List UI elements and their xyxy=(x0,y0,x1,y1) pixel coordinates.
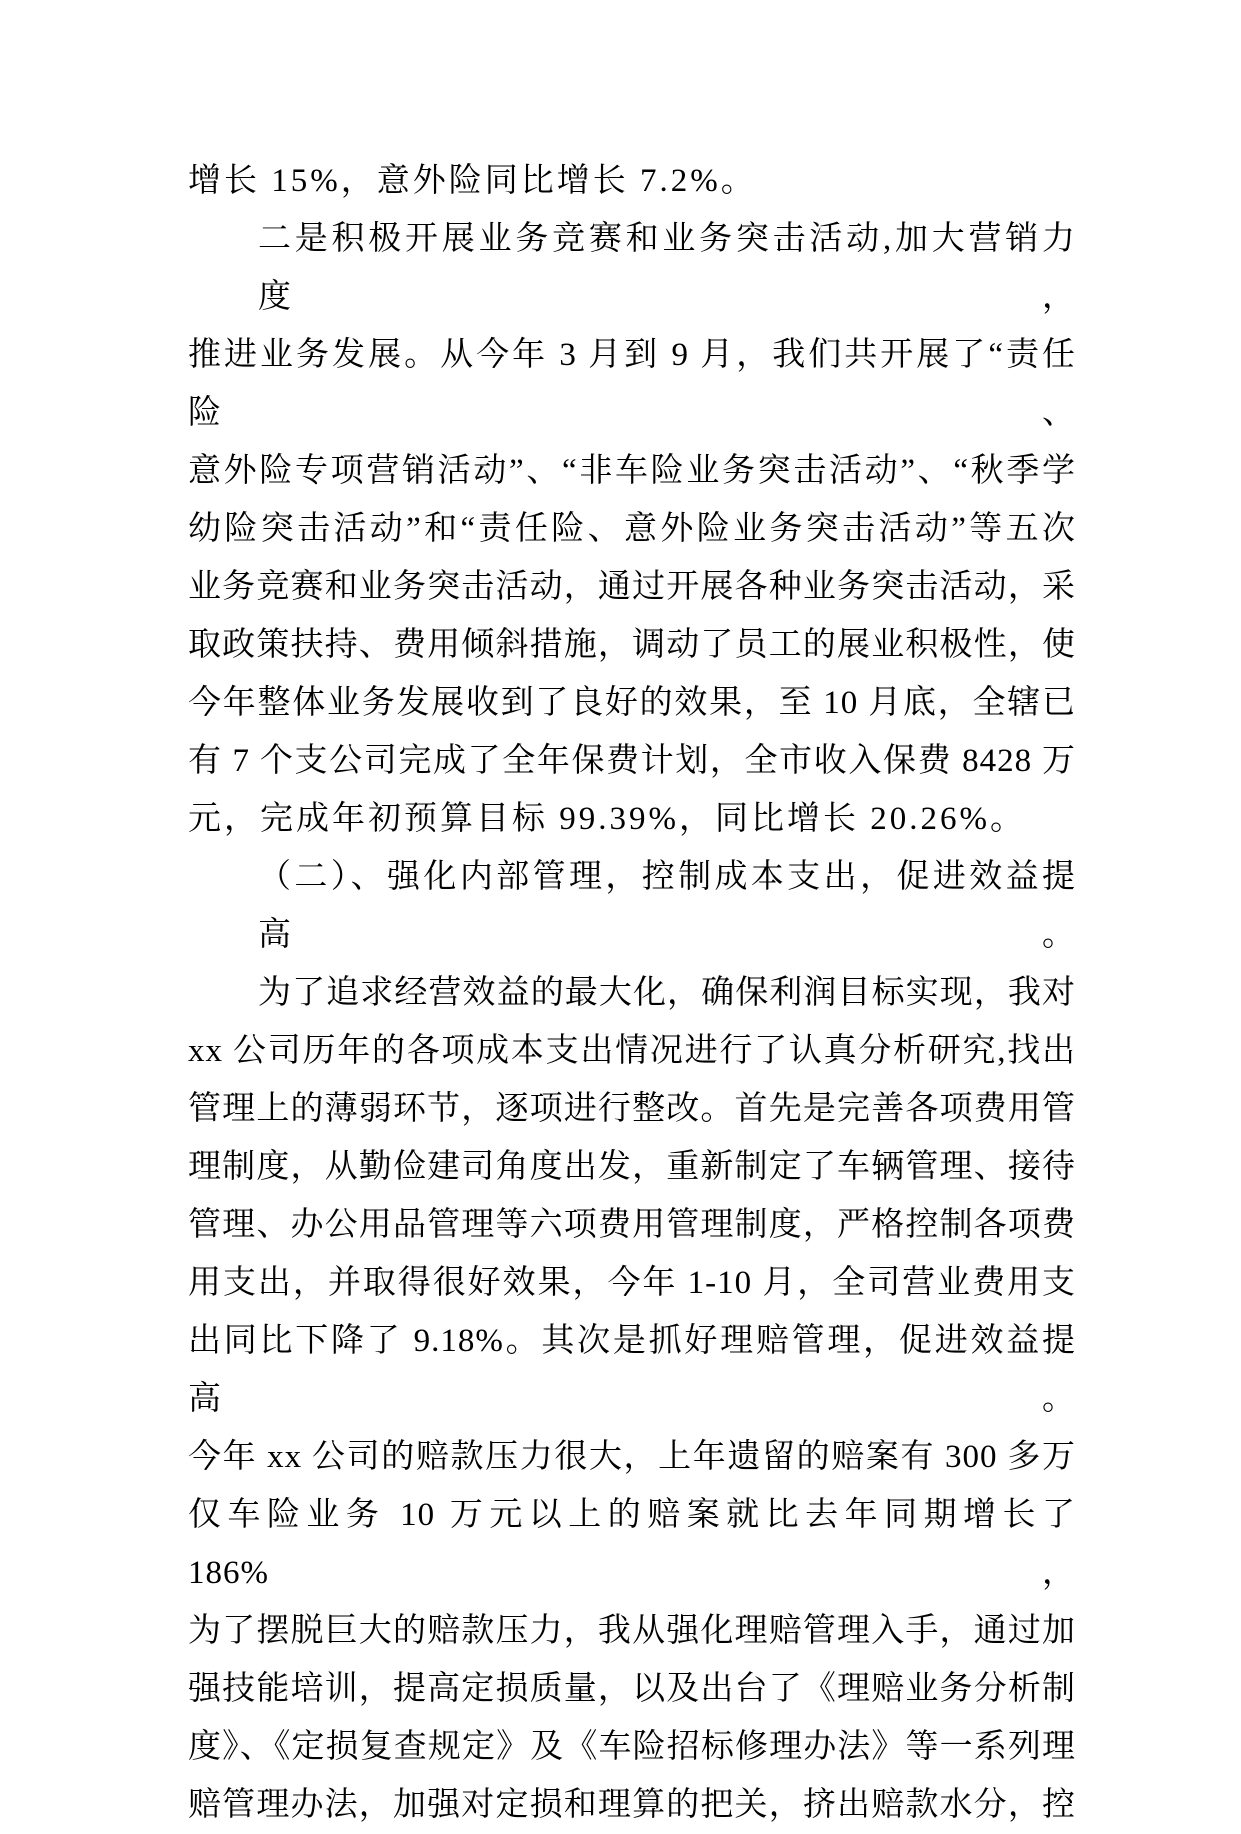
text-line: 元，完成年初预算目标 99.39%，同比增长 20.26%。 xyxy=(188,801,1026,837)
text-line: 业务竞赛和业务突击活动，通过开展各种业务突击活动，采 xyxy=(188,569,1076,605)
text-line: 理制度，从勤俭建司角度出发，重新制定了车辆管理、接待 xyxy=(188,1149,1076,1185)
text-line: 为了摆脱巨大的赔款压力，我从强化理赔管理入手，通过加 xyxy=(188,1613,1076,1649)
text-line: 幼险突击活动”和“责任险、意外险业务突击活动”等五次 xyxy=(188,511,1076,547)
text-line: 今年 xx 公司的赔款压力很大，上年遗留的赔案有 300 多万 xyxy=(188,1439,1076,1475)
text-line: 今年整体业务发展收到了良好的效果，至 10 月底，全辖已 xyxy=(188,685,1076,721)
text-line: 为了追求经营效益的最大化，确保利润目标实现，我对 xyxy=(258,975,1076,1011)
text-line: （二）、强化内部管理，控制成本支出，促进效益提高。 xyxy=(258,859,1076,953)
text-line: 推进业务发展。从今年 3 月到 9 月，我们共开展了“责任险、 xyxy=(188,337,1076,431)
text-line: 强技能培训，提高定损质量，以及出台了《理赔业务分析制 xyxy=(188,1671,1076,1707)
text-line: 用支出，并取得很好效果，今年 1-10 月，全司营业费用支 xyxy=(188,1265,1076,1301)
text-line: 管理上的薄弱环节，逐项进行整改。首先是完善各项费用管 xyxy=(188,1091,1076,1127)
text-line: 增长 15%，意外险同比增长 7.2%。 xyxy=(188,163,757,199)
text-line: 管理、办公用品管理等六项费用管理制度，严格控制各项费 xyxy=(188,1207,1076,1243)
text-line: 出同比下降了 9.18%。其次是抓好理赔管理，促进效益提高。 xyxy=(188,1323,1076,1417)
text-line: 二是积极开展业务竞赛和业务突击活动,加大营销力度， xyxy=(258,221,1076,315)
text-line: 意外险专项营销活动”、“非车险业务突击活动”、“秋季学 xyxy=(188,453,1076,489)
text-line: 赔管理办法，加强对定损和理算的把关，挤出赔款水分，控 xyxy=(188,1787,1076,1823)
text-line: 有 7 个支公司完成了全年保费计划，全市收入保费 8428 万 xyxy=(188,743,1076,779)
document-body xyxy=(188,152,1076,1834)
text-line: 度》、《定损复查规定》及《车险招标修理办法》等一系列理 xyxy=(188,1729,1076,1765)
text-line: 取政策扶持、费用倾斜措施，调动了员工的展业积极性，使 xyxy=(188,627,1076,663)
text-line: 仅车险业务 10 万元以上的赔案就比去年同期增长了 186%， xyxy=(188,1497,1076,1591)
text-line: xx 公司历年的各项成本支出情况进行了认真分析研究,找出 xyxy=(188,1033,1076,1069)
